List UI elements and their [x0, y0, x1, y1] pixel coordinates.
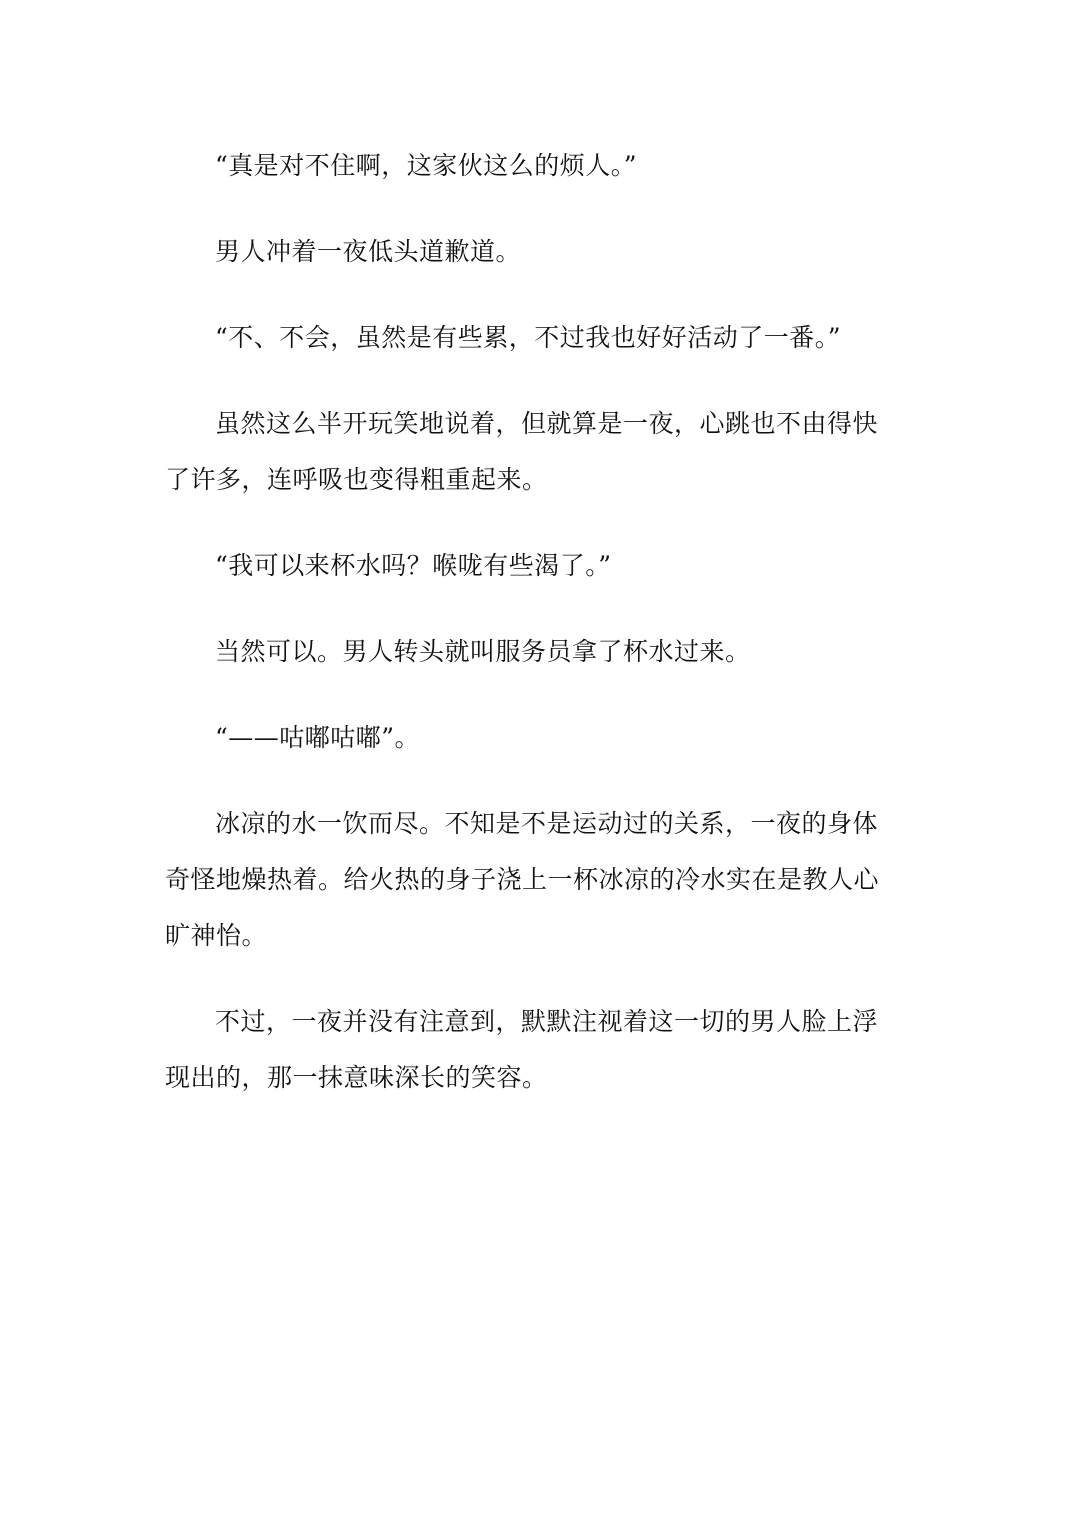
paragraph-4: 虽然这么半开玩笑地说着，但就算是一夜，心跳也不由得快了许多，连呼吸也变得粗重起来。 — [165, 409, 879, 494]
paragraph-3: “不、不会，虽然是有些累，不过我也好好活动了一番。” — [215, 323, 842, 352]
paragraph-9: 不过，一夜并没有注意到，默默注视着这一切的男人脸上浮现出的，那一抹意味深长的笑容。 — [165, 1007, 879, 1092]
paragraph-2: 男人冲着一夜低头道歉道。 — [215, 237, 522, 266]
paragraph-7: “——咕嘟咕嘟”。 — [215, 723, 421, 752]
paragraph-1: “真是对不住啊，这家伙这么的烦人。” — [215, 151, 638, 180]
body-text — [165, 138, 895, 1136]
paragraph-5: “我可以来杯水吗？喉咙有些渴了。” — [215, 551, 612, 580]
paragraph-6: 当然可以。男人转头就叫服务员拿了杯水过来。 — [215, 637, 751, 666]
paragraph-8: 冰凉的水一饮而尽。不知是不是运动过的关系，一夜的身体奇怪地燥热着。给火热的身子浇上一杯冰凉的冷水实在是教人心旷神怡。 — [165, 809, 880, 950]
